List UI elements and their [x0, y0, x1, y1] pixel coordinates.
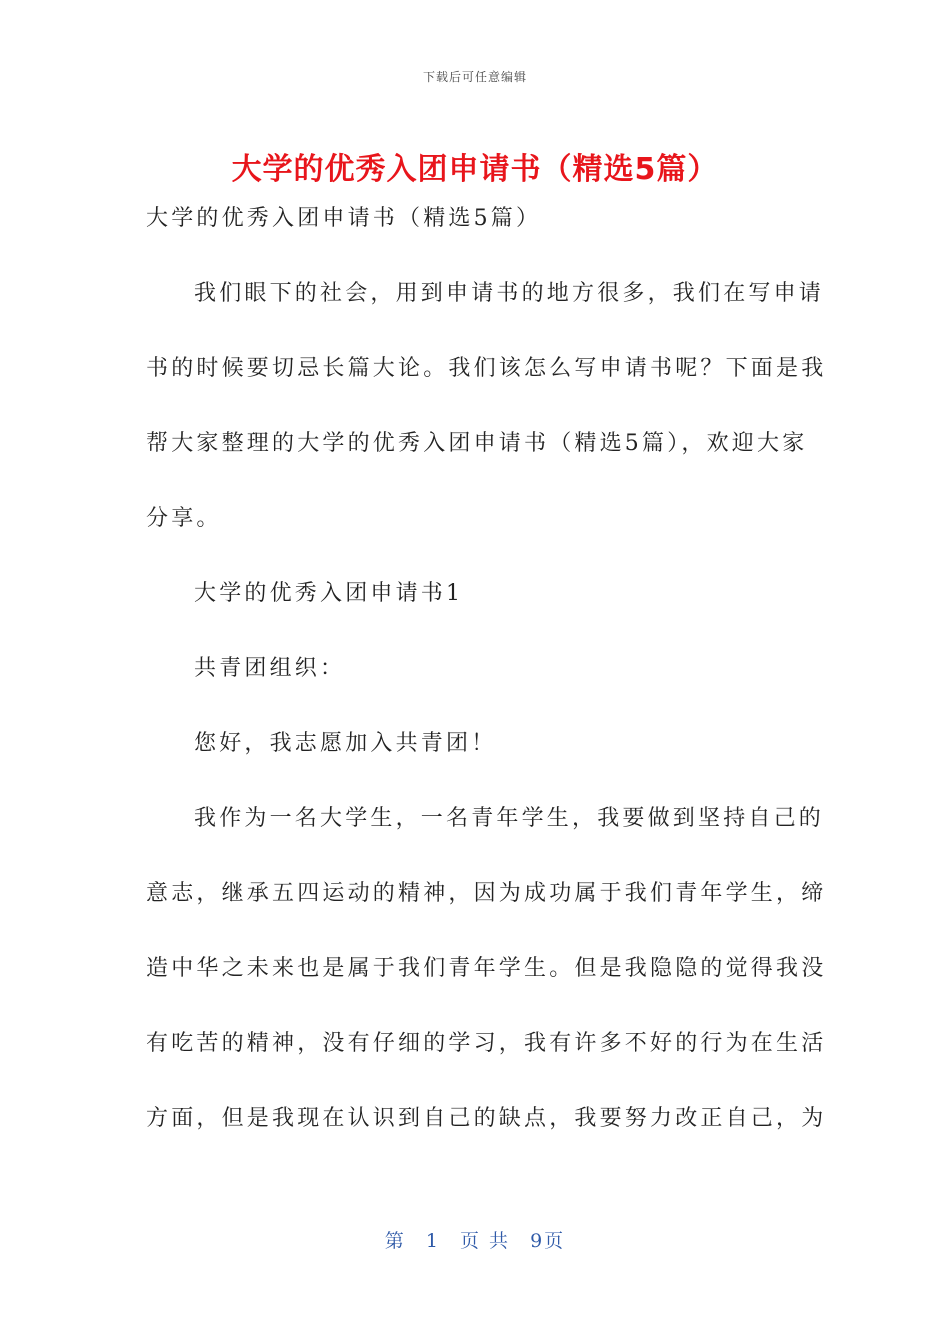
section-heading: 大学的优秀入团申请书1: [194, 581, 464, 606]
document-subtitle: 大学的优秀入团申请书（精选5篇）: [146, 206, 542, 231]
footer-total: 9页: [530, 1230, 566, 1252]
page-footer: [0, 1226, 950, 1253]
footer-current-page: 1: [425, 1230, 440, 1252]
greeting-line: 您好，我志愿加入共青团！: [194, 731, 497, 756]
footer-middle: 页 共: [460, 1230, 511, 1252]
footer-prefix: 第: [384, 1230, 406, 1252]
paragraph-line: 我们眼下的社会，用到申请书的地方很多，我们在写申请: [194, 281, 825, 306]
document-title: 大学的优秀入团申请书（精选5篇）: [231, 152, 719, 187]
paragraph-line: 意志，继承五四运动的精神，因为成功属于我们青年学生，缔: [146, 881, 827, 906]
paragraph-line: 有吃苦的精神，没有仔细的学习，我有许多不好的行为在生活: [146, 1031, 827, 1056]
paragraph-line: 方面，但是我现在认识到自己的缺点，我要努力改正自己，为: [146, 1106, 827, 1131]
paragraph-line: 造中华之未来也是属于我们青年学生。但是我隐隐的觉得我没: [146, 956, 827, 981]
paragraph-line: 书的时候要切忌长篇大论。我们该怎么写申请书呢？下面是我: [146, 356, 827, 381]
paragraph-line: 我作为一名大学生，一名青年学生，我要做到坚持自己的: [194, 806, 825, 831]
paragraph-line: 分享。: [146, 506, 222, 531]
header-note: 下载后可任意编辑: [422, 70, 527, 84]
salutation: 共青团组织：: [194, 656, 346, 681]
paragraph-line: 帮大家整理的大学的优秀入团申请书（精选5篇），欢迎大家: [146, 431, 808, 456]
document-body: [146, 200, 827, 1175]
